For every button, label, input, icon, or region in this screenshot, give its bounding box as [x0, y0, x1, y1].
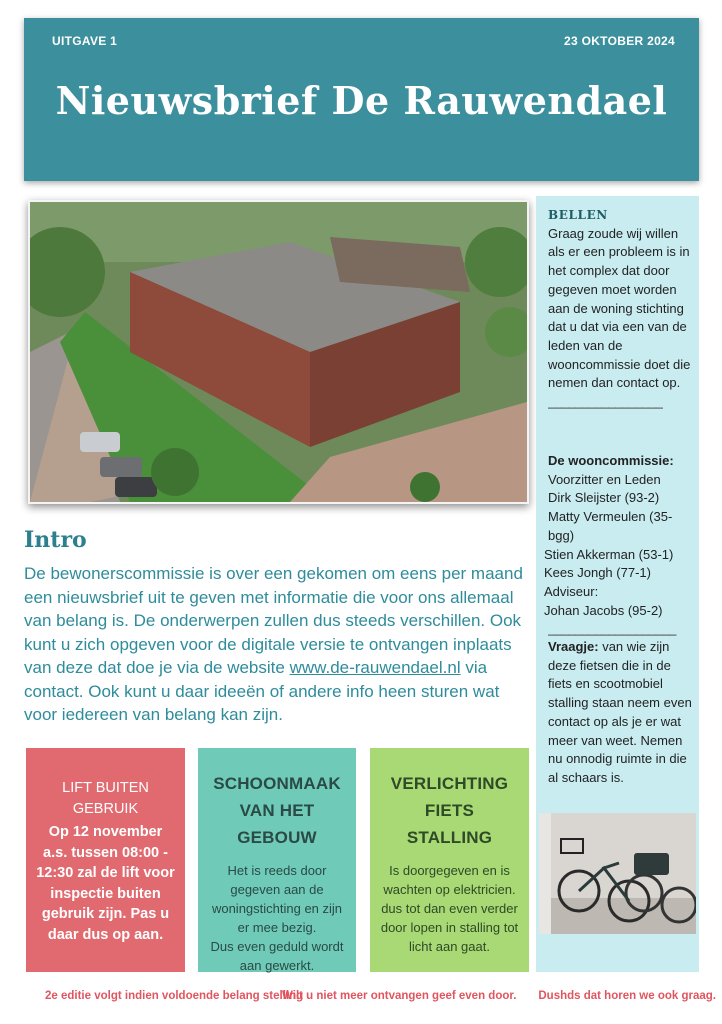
newsletter-title: Nieuwsbrief De Rauwendael: [55, 78, 668, 123]
commissie-member: Matty Vermeulen (35-bgg): [548, 509, 673, 543]
lift-notice-heading: LIFT BUITEN GEBRUIK: [62, 780, 149, 817]
bicycles-photo: [539, 813, 696, 934]
vraagje-label: Vraagje:: [548, 639, 599, 654]
bellen-section: [548, 206, 696, 412]
intro-text-end: via contact. Ook kunt u daar ideeën of andere info heen sturen wat voor iedereen van belang kan zijn.: [24, 658, 500, 724]
commissie-member: Kees Jongh (77-1): [544, 565, 651, 581]
cleaning-notice-text-2: Dus even geduld wordt aan gewerkt.: [210, 939, 344, 973]
vraagje-section: [548, 638, 696, 788]
building-aerial-photo: [28, 200, 529, 504]
sidebar: [536, 196, 699, 972]
cleaning-notice-body: [208, 861, 346, 975]
intro-heading: Intro: [24, 527, 87, 553]
website-link[interactable]: www.de-rauwendael.nl: [289, 658, 461, 677]
commissie-member: Voorzitter en Leden: [548, 471, 661, 487]
footer-note-right: Dushds dat horen we ook graag.: [538, 990, 716, 1002]
cleaning-notice-heading: SCHOONMAAK VAN HET GEBOUW: [213, 774, 341, 847]
masthead: [24, 18, 699, 181]
cleaning-notice-box: [198, 748, 356, 972]
intro-paragraph: [24, 562, 529, 727]
divider: _________________: [548, 394, 663, 410]
lift-notice-box: [26, 748, 185, 972]
issue-date: 23 OKTOBER 2024: [564, 34, 675, 48]
commissie-member: Dirk Sleijster (93-2): [548, 490, 660, 506]
lift-notice-body: Op 12 november a.s. tussen 08:00 - 12:30 zal de lift voor inspectie buiten gebruik zijn. Pas u daar dus op aan.: [36, 824, 175, 943]
cleaning-notice-text-1: Het is reeds door gegeven aan de woningstichting en zijn er mee bezig.: [211, 863, 343, 935]
commissie-heading: De wooncommissie:: [548, 453, 674, 468]
commissie-section: [544, 452, 696, 639]
issue-number: UITGAVE 1: [52, 34, 118, 48]
commissie-member: Adviseur:: [544, 583, 599, 599]
footer-note-left: 2e editie volgt indien voldoende belang stelling: [45, 990, 304, 1002]
lighting-notice-box: [370, 748, 529, 972]
divider: ___________________: [548, 621, 676, 637]
intro-text-start: De bewonerscommissie is over een gekomen om eens per maand een nieuwsbrief uit te geven met informatie die voor ons allemaal van belang is. De onderwerpen zullen dus steeds verschillen. Ook kunt u zich opgeven voor de digitale versie te ontvangen inplaats van deze dat doe je via de website: [24, 564, 523, 677]
lighting-notice-heading: VERLICHTING FIETS STALLING: [390, 774, 509, 847]
commissie-member: Johan Jacobs (95-2): [544, 602, 663, 618]
commissie-member: Stien Akkerman (53-1): [544, 546, 674, 562]
footer-note-middle: Wilt u niet meer ontvangen geef even door.: [282, 990, 517, 1002]
vraagje-text: van wie zijn deze fietsen die in de fiets en scootmobiel stalling staan neem even contact op als je er wat meer van weet. Nemen nu onnodig ruimte in die al schaars is.: [548, 639, 692, 785]
bellen-heading: BELLEN: [548, 208, 608, 222]
lighting-notice-body: Is doorgegeven en is wachten op elektricien. dus tot dan even verder door lopen in stalling tot licht aan gaat.: [380, 863, 519, 954]
bellen-text: Graag zoude wij willen als er een probleem is in het complex dat door gegeven moet worden aan de woning stichting dat u dat via een van de leden van de wooncommissie doet die nemen dan contact op.: [548, 225, 691, 391]
